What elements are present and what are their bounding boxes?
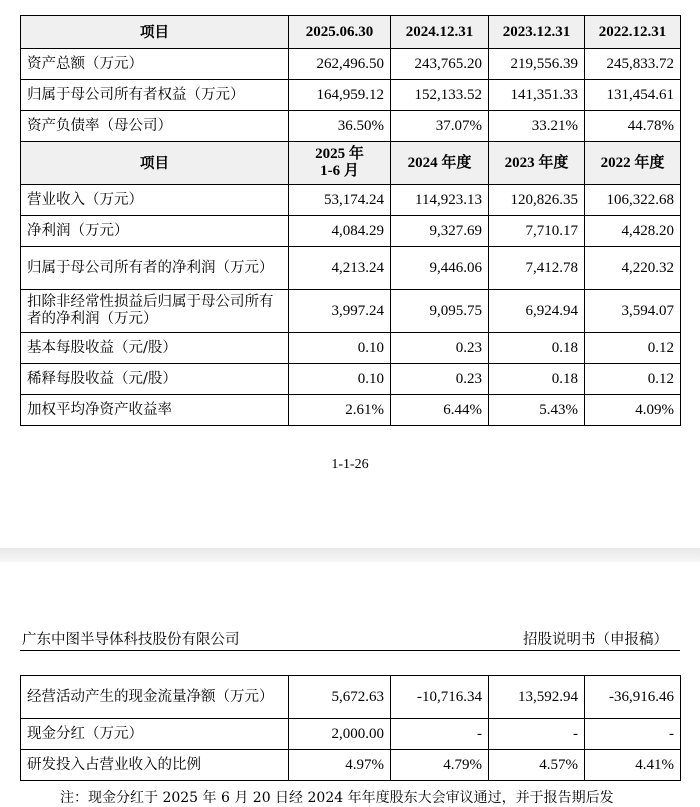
cell: 4.41% [585,750,681,781]
cell: 44.78% [585,111,681,142]
cell: 33.21% [489,111,585,142]
header-col: 2024.12.31 [391,16,489,49]
row-label: 净利润（万元） [21,216,289,247]
row-label: 研发投入占营业收入的比例 [21,750,289,781]
cell: 141,351.33 [489,80,585,111]
cell: 9,327.69 [391,216,489,247]
cell: 4.97% [289,750,391,781]
cell: 131,454.61 [585,80,681,111]
table-row [21,49,681,80]
cell: 3,594.07 [585,290,681,333]
cell: 9,095.75 [391,290,489,333]
row-label: 经营活动产生的现金流量净额（万元） [21,676,289,719]
cell: - [391,719,489,750]
document-title: 招股说明书（申报稿） [523,632,668,648]
table-row [21,80,681,111]
header-col: 2025 年 1-6 月 [289,142,391,185]
row-label: 基本每股收益（元/股） [21,333,289,364]
cell: 219,556.39 [489,49,585,80]
table-row [21,750,681,781]
row-label: 现金分红（万元） [21,719,289,750]
page-number: 1-1-26 [331,457,369,472]
cell: 4.79% [391,750,489,781]
cell: 0.23 [391,333,489,364]
row-label: 归属于母公司所有者的净利润（万元） [21,247,289,290]
company-name: 广东中图半导体科技股份有限公司 [22,632,240,648]
header-col: 2022.12.31 [585,16,681,49]
cell: 4,084.29 [289,216,391,247]
cell: 3,997.24 [289,290,391,333]
row-label: 稀释每股收益（元/股） [21,364,289,395]
cell: 37.07% [391,111,489,142]
table-row [21,185,681,216]
header-col: 2025.06.30 [289,16,391,49]
cell: 7,412.78 [489,247,585,290]
cell: 262,496.50 [289,49,391,80]
table-row [21,333,681,364]
cell: 4.57% [489,750,585,781]
cell: 6,924.94 [489,290,585,333]
cell: 7,710.17 [489,216,585,247]
cell: 2,000.00 [289,719,391,750]
cell: 4,220.32 [585,247,681,290]
cell: 0.18 [489,364,585,395]
cell: -10,716.34 [391,676,489,719]
table-row [21,290,681,333]
header-col: 2023.12.31 [489,16,585,49]
table-row [21,395,681,426]
cell: 164,959.12 [289,80,391,111]
table-header-row [21,16,681,49]
cell: 2.61% [289,395,391,426]
row-label: 加权平均净资产收益率 [21,395,289,426]
header-col: 2022 年度 [585,142,681,185]
cell: 5.43% [489,395,585,426]
cell: 36.50% [289,111,391,142]
cell: 0.12 [585,364,681,395]
cell: 0.12 [585,333,681,364]
row-label: 资产总额（万元） [21,49,289,80]
cell: 0.18 [489,333,585,364]
table-row [21,247,681,290]
cell: 245,833.72 [585,49,681,80]
cell: 4,213.24 [289,247,391,290]
financial-summary-table-continued [20,675,681,781]
row-label: 归属于母公司所有者权益（万元） [21,80,289,111]
cell: 4,428.20 [585,216,681,247]
table-row [21,216,681,247]
row-label: 扣除非经常性损益后归属于母公司所有者的净利润（万元） [21,290,289,333]
row-label: 营业收入（万元） [21,185,289,216]
cell: - [489,719,585,750]
cell: 9,446.06 [391,247,489,290]
cell: 6.44% [391,395,489,426]
cell: 243,765.20 [391,49,489,80]
cell: -36,916.46 [585,676,681,719]
page-break [0,548,700,562]
cell: - [585,719,681,750]
footnote: 注：现金分红于 2025 年 6 月 20 日经 2024 年年度股东大会审议通过，并于报告期后发 [60,790,614,806]
cell: 4.09% [585,395,681,426]
cell: 114,923.13 [391,185,489,216]
header-item: 项目 [21,16,289,49]
header-col: 2024 年度 [391,142,489,185]
cell: 5,672.63 [289,676,391,719]
table-row [21,111,681,142]
header-col: 2023 年度 [489,142,585,185]
table-row [21,364,681,395]
cell: 120,826.35 [489,185,585,216]
cell: 0.23 [391,364,489,395]
cell: 106,322.68 [585,185,681,216]
cell: 53,174.24 [289,185,391,216]
page-header [20,628,680,651]
cell: 0.10 [289,364,391,395]
table-row [21,719,681,750]
financial-summary-table [20,15,681,426]
table-row [21,676,681,719]
header-item: 项目 [21,142,289,185]
row-label: 资产负债率（母公司） [21,111,289,142]
cell: 152,133.52 [391,80,489,111]
cell: 0.10 [289,333,391,364]
table-header-row [21,142,681,185]
cell: 13,592.94 [489,676,585,719]
